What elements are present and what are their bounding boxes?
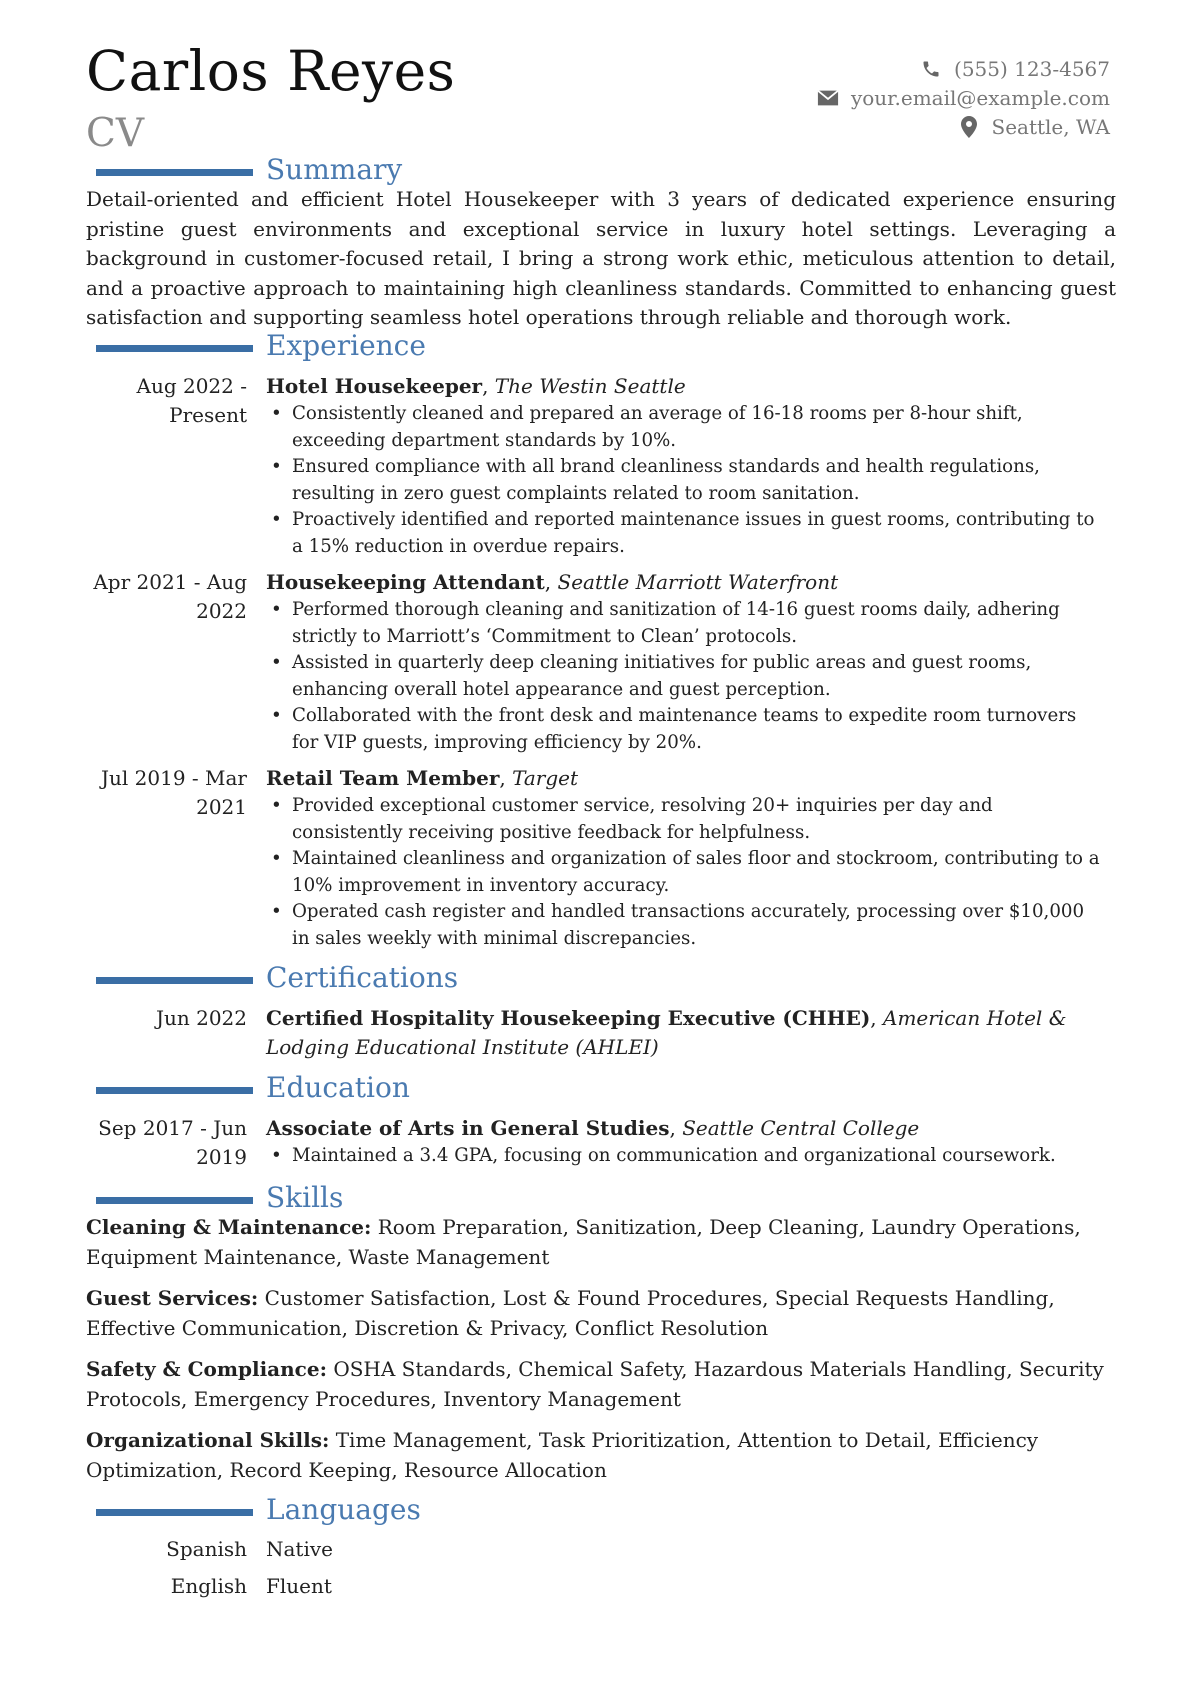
section-bar xyxy=(96,1197,253,1204)
employer: Seattle Marriott Waterfront xyxy=(557,570,839,594)
email-link[interactable]: your.email@example.com xyxy=(850,85,1110,110)
section-heading xyxy=(0,1073,1190,1107)
map-pin-icon xyxy=(958,116,980,138)
bullet-item: • Provided exceptional customer service, resolving 20+ inquiries per day and consistently receiving positive feedback for helpfulness. xyxy=(266,793,1106,846)
entry-title: Housekeeping Attendant, Seattle Marriott Waterfront xyxy=(266,570,839,594)
entry-body xyxy=(266,568,1106,756)
bullet-item: • Consistently cleaned and prepared an average of 16-18 rooms per 8-hour shift, exceeding department standards by 10%. xyxy=(266,401,1106,454)
summary-section xyxy=(0,155,1190,189)
bullet-item: • Assisted in quarterly deep cleaning initiatives for public areas and guest rooms, enhancing overall hotel appearance and guest perception. xyxy=(266,650,1106,703)
section-title: Languages xyxy=(266,1493,421,1526)
section-bar xyxy=(96,977,253,984)
skill-group-label: Organizational Skills: xyxy=(86,1428,330,1452)
entry-date: Jun 2022 xyxy=(155,1006,247,1030)
entry-body xyxy=(266,764,1106,952)
section-heading xyxy=(0,155,1190,189)
section-bar xyxy=(96,1509,253,1516)
skill-group-items: Customer Satisfaction, Lost & Found Procedures, Special Requests Handling, Effective Communication, Discretion & Privacy, Conflict Resolution xyxy=(86,1286,1055,1340)
section-heading xyxy=(0,331,1190,365)
entry-title: Hotel Housekeeper, The Westin Seattle xyxy=(266,374,686,398)
contact-location xyxy=(817,112,1110,141)
experience-section xyxy=(0,331,1190,365)
section-bar xyxy=(96,169,253,176)
employer: The Westin Seattle xyxy=(494,374,686,398)
entry-title: Retail Team Member, Target xyxy=(266,766,579,790)
entry-date: Sep 2017 - Jun 2019 xyxy=(98,1116,247,1169)
bullet-item: • Collaborated with the front desk and maintenance teams to expedite room turnovers for VIP guests, improving efficiency by 20%. xyxy=(266,703,1106,756)
language-row xyxy=(0,1572,1190,1608)
language-row xyxy=(0,1535,1190,1571)
skill-group xyxy=(86,1213,1116,1272)
section-title: Education xyxy=(266,1071,410,1104)
entry-body xyxy=(266,1004,1106,1062)
bullet-list xyxy=(266,401,1106,560)
bullet-item: • Maintained cleanliness and organization of sales floor and stockroom, contributing to a 10% improvement in inventory accuracy. xyxy=(266,846,1106,899)
phone-text[interactable]: (555) 123-4567 xyxy=(954,56,1110,81)
summary-text: Detail-oriented and efficient Hotel Housekeeper with 3 years of dedicated experience ensuring pristine guest environments and exceptional service in luxury hotel settings. Leveraging a background in customer-focused retail, I bring a strong work ethic, meticulous attention to detail, and a proactive approach to maintaining high cleanliness standards. Committed to enhancing guest satisfaction and supporting seamless hotel operations through reliable and thorough work. xyxy=(86,187,1116,329)
skill-group xyxy=(86,1355,1116,1414)
envelope-icon xyxy=(817,87,839,109)
bullet-item: • Performed thorough cleaning and sanitization of 14-16 guest rooms daily, adhering strictly to Marriott’s ‘Commitment to Clean’ protocols. xyxy=(266,597,1106,650)
bullet-item: • Ensured compliance with all brand cleanliness standards and health regulations, resulting in zero guest complaints related to room sanitation. xyxy=(266,454,1106,507)
school-name: Seattle Central College xyxy=(682,1116,920,1140)
degree-name: Associate of Arts in General Studies xyxy=(266,1116,670,1140)
phone-icon xyxy=(920,58,942,80)
bullet-list xyxy=(266,793,1106,952)
contact-block xyxy=(817,54,1110,141)
section-title: Skills xyxy=(266,1181,344,1214)
entry-body xyxy=(266,1114,1106,1170)
document-label: CV xyxy=(86,111,145,156)
certification-name: Certified Hospitality Housekeeping Executive (CHHE) xyxy=(266,1006,871,1030)
job-role: Hotel Housekeeper xyxy=(266,374,483,398)
section-heading xyxy=(0,963,1190,997)
job-role: Retail Team Member xyxy=(266,766,500,790)
job-role: Housekeeping Attendant xyxy=(266,570,545,594)
section-heading xyxy=(0,1495,1190,1529)
skills-section xyxy=(0,1183,1190,1217)
skill-group-items: OSHA Standards, Chemical Safety, Hazardous Materials Handling, Security Protocols, Emergency Procedures, Inventory Management xyxy=(86,1357,1104,1411)
skill-group-items: Time Management, Task Prioritization, Attention to Detail, Efficiency Optimization, Record Keeping, Resource Allocation xyxy=(86,1428,1039,1482)
entry-date: Aug 2022 - Present xyxy=(136,374,247,427)
entry-title: Certified Hospitality Housekeeping Executive (CHHE), American Hotel & Lodging Educational Institute (AHLEI) xyxy=(266,1006,1067,1059)
section-title: Summary xyxy=(266,153,403,186)
language-level: Native xyxy=(266,1537,333,1561)
bullet-item: • Proactively identified and reported maintenance issues in guest rooms, contributing to a 15% reduction in overdue repairs. xyxy=(266,507,1106,560)
section-bar xyxy=(96,1087,253,1094)
entry-title: Associate of Arts in General Studies, Seattle Central College xyxy=(266,1116,920,1140)
entry-date: Jul 2019 - Mar 2021 xyxy=(101,766,247,819)
language-name: English xyxy=(170,1574,247,1598)
bullet-list xyxy=(266,1143,1106,1170)
section-heading xyxy=(0,1183,1190,1217)
bullet-item: • Operated cash register and handled transactions accurately, processing over $10,000 in sales weekly with minimal discrepancies. xyxy=(266,899,1106,952)
section-title: Certifications xyxy=(266,961,459,994)
skill-group xyxy=(86,1284,1116,1343)
candidate-name: Carlos Reyes xyxy=(86,39,456,103)
education-section xyxy=(0,1073,1190,1107)
language-level: Fluent xyxy=(266,1574,332,1598)
contact-email xyxy=(817,83,1110,112)
language-name: Spanish xyxy=(166,1537,247,1561)
contact-phone xyxy=(817,54,1110,83)
section-title: Experience xyxy=(266,329,426,362)
languages-section xyxy=(0,1495,1190,1529)
bullet-item: • Maintained a 3.4 GPA, focusing on communication and organizational coursework. xyxy=(266,1143,1106,1170)
employer: Target xyxy=(512,766,579,790)
section-bar xyxy=(96,345,253,352)
entry-body xyxy=(266,372,1106,560)
skill-group-items: Room Preparation, Sanitization, Deep Cleaning, Laundry Operations, Equipment Maintenance, Waste Management xyxy=(86,1215,1081,1269)
skill-group-label: Safety & Compliance: xyxy=(86,1357,327,1381)
certification-issuer: American Hotel & Lodging Educational Institute (AHLEI) xyxy=(266,1006,1067,1059)
skill-group-label: Guest Services: xyxy=(86,1286,259,1310)
bullet-list xyxy=(266,597,1106,756)
location-text: Seattle, WA xyxy=(991,114,1110,139)
skill-group xyxy=(86,1426,1116,1485)
certifications-section xyxy=(0,963,1190,997)
entry-date: Apr 2021 - Aug 2022 xyxy=(93,570,247,623)
skill-group-label: Cleaning & Maintenance: xyxy=(86,1215,372,1239)
